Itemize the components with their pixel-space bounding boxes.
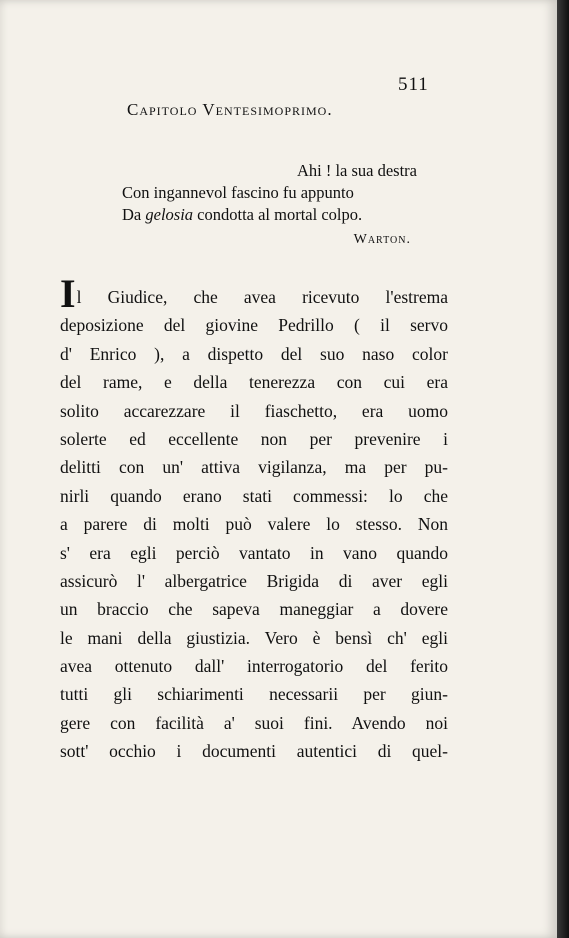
epigraph-line-2: Con ingannevol fascino fu appunto [122,183,354,202]
body-line: avea ottenuto dall' interrogatorio del ferito [60,656,448,677]
epigraph-line-3 [122,204,417,226]
page-edge-shadow [557,0,569,938]
body-line-first-rest: l Giudice, che avea ricevuto l'estrema [76,287,448,307]
body-line-first [60,271,448,316]
body-line: deposizione del giovine Pedrillo ( il servo [60,315,448,336]
body-text [60,271,448,766]
body-line: a parere di molti può valere lo stesso. Non [60,514,448,535]
epigraph-line-3-italic: gelosia [145,205,194,224]
body-line: tutti gli schiarimenti necessarii per giun- [60,684,448,705]
body-line: solerte ed eccellente non per prevenire i [60,428,448,449]
body-line: un braccio che sapeva maneggiar a dovere [60,599,448,620]
body-line: sott' occhio i documenti autentici di quel- [60,741,448,762]
body-line: nirli quando erano stati commessi: lo che [60,485,448,506]
body-line: delitti con un' attiva vigilanza, ma per pu- [60,457,448,478]
drop-cap: I [60,271,76,316]
body-line: solito accarezzare il fiaschetto, era uomo [60,400,448,421]
body-line: gere con facilità a' suoi fini. Avendo noi [60,712,448,733]
epigraph-line-1: Ahi ! la sua destra [296,161,417,180]
body-line: d' Enrico ), a dispetto del suo naso color [60,343,448,364]
epigraph-author: Warton. [353,232,411,247]
body-line: del rame, e della tenerezza con cui era [60,372,448,393]
body-line: s' era egli perciò vantato in vano quando [60,542,448,563]
body-line: le mani della giustizia. Vero è bensì ch' egli [60,627,448,648]
chapter-title: Capitolo Ventesimoprimo. [127,100,333,119]
epigraph-line-3-pre: Da [122,205,146,224]
body-line: assicurò l' albergatrice Brigida di aver egli [60,570,448,591]
epigraph [122,160,417,252]
epigraph-line-3-post: condotta al mortal colpo. [193,205,363,224]
page-number: 511 [398,74,429,95]
